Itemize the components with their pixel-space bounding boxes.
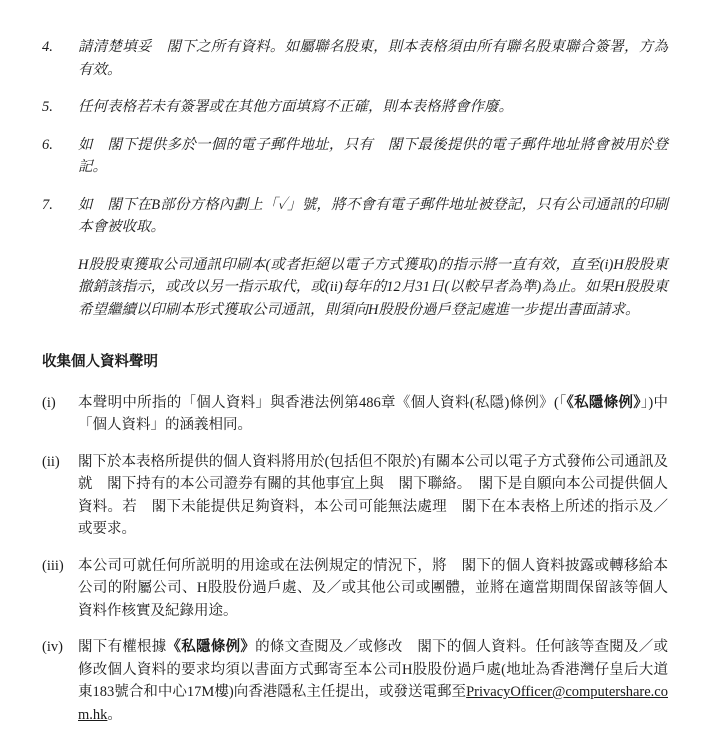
item-text: 如 閣下在B部份方格內劃上「✓」號，將不會有電子郵件地址被登記，只有公司通訊的印刷本會被收取。 <box>78 196 668 235</box>
item-number: 7. <box>42 196 53 213</box>
statement-marker: (i) <box>42 394 56 411</box>
instruction-item-7 <box>42 194 668 239</box>
h-share-note-paragraph: H股股東獲取公司通訊印刷本(或者拒絕以電子方式獲取)的指示將一直有效，直至(i)H股股東撤銷該指示，或改以另一指示取代，或(ii)每年的12月31日(以較早者為準)為止。如果H股股東希望繼續以印刷本形式獲取公司通訊，則須向H股股份過戶登記處進一步提出書面請求。 <box>78 256 668 318</box>
statement-item-ii <box>42 451 668 541</box>
statement-text-pre: 閣下有權根據 <box>78 639 167 655</box>
ordinance-name-bold: 《私隱條例》 <box>566 394 641 411</box>
item-text: 請清楚填妥 閣下之所有資料。如屬聯名股東，則本表格須由所有聯名股東聯合簽署，方為有效。 <box>78 39 668 78</box>
statement-text <box>78 636 668 726</box>
instruction-item-5 <box>42 96 668 119</box>
privacy-officer-email-link[interactable]: PrivacyOfficer@computershare.com.hk <box>78 684 668 723</box>
statement-marker: (iii) <box>42 557 64 574</box>
statement-item-iii <box>42 555 668 623</box>
instruction-item-6 <box>42 134 668 179</box>
statement-text-tail: 。 <box>107 706 122 723</box>
statement-text <box>78 392 668 437</box>
statement-item-i <box>42 392 668 437</box>
section-title-personal-data-statement: 收集個人資料聲明 <box>42 354 158 370</box>
instruction-item-4 <box>42 36 668 81</box>
statement-item-iv <box>42 636 668 726</box>
statement-text-post: 」)中「個人資料」的涵義相同。 <box>78 394 668 433</box>
statement-marker: (iv) <box>42 639 63 655</box>
item-number: 4. <box>42 39 53 55</box>
item-text: 如 閣下提供多於一個的電子郵件地址，只有 閣下最後提供的電子郵件地址將會被用於登記。 <box>78 136 668 175</box>
item-number: 6. <box>42 136 53 153</box>
ordinance-name-bold: 《私隱條例》 <box>166 639 256 655</box>
statement-text: 閣下於本表格所提供的個人資料將用於(包括但不限於)有關本公司以電子方式發佈公司通訊及就 閣下持有的本公司證券有關的其他事宜上與 閣下聯絡。 閣下是自願向本公司提供個人資料。若 閣下未能提供足夠資料，本公司可能無法處理 閣下在本表格上所述的指示及／或要求。 <box>78 453 668 537</box>
statement-text: 本公司可就任何所説明的用途或在法例規定的情況下，將 閣下的個人資料披露或轉移給本公司的附屬公司、H股股份過戶處、及／或其他公司或團體，並將在適當期間保留該等個人資料作核實及紀錄用途。 <box>78 557 668 619</box>
item-text: 任何表格若未有簽署或在其他方面填寫不正確，則本表格將會作廢。 <box>78 99 513 115</box>
statement-text-post: 的條文查閱及／或修改 閣下的個人資料。任何該等查閱及／或修改個人資料的要求均須以書面方式郵寄至本公司H股股份過戶處(地址為香港灣仔皇后大道東183號合和中心17M樓)向香港隱私主任提出，或發送電郵至 <box>78 639 669 700</box>
item-number: 5. <box>42 99 53 115</box>
statement-marker: (ii) <box>42 453 60 470</box>
statement-text-pre: 本聲明中所指的「個人資料」與香港法例第486章《個人資料(私隱)條例》(「 <box>78 394 567 411</box>
